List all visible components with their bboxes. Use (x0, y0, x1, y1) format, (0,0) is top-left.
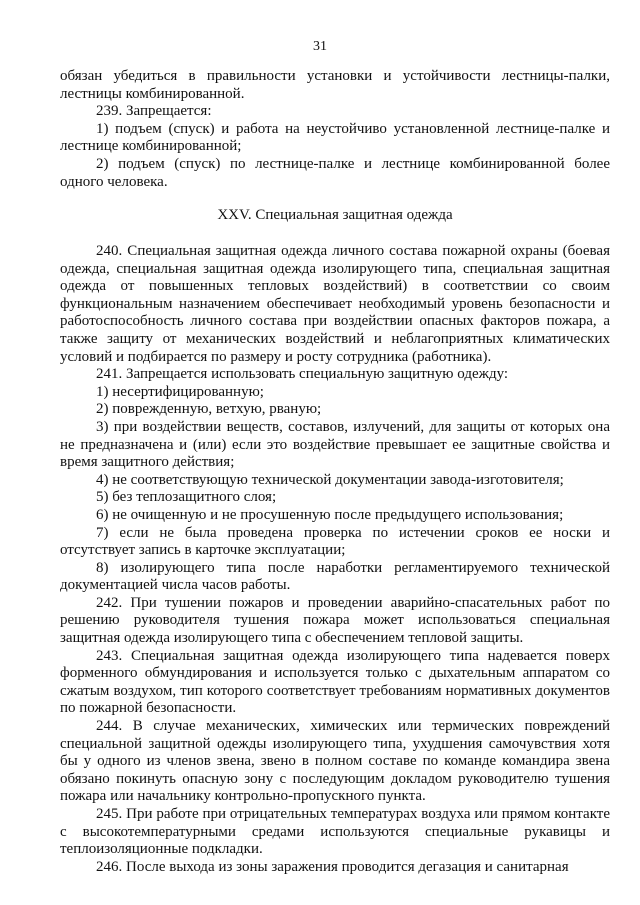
section-heading: XXV. Специальная защитная одежда (217, 207, 453, 223)
list-item-239-2: 2) подъем (спуск) по лестнице-палке и лестнице комбинированной более одного человека. (60, 155, 610, 190)
paragraph-245: 245. При работе при отрицательных температурах воздуха или прямом контакте с высокотемпературными средами используются специальные рукавицы и теплоизоляционные подкладки. (60, 806, 610, 858)
paragraph-241: 241. Запрещается использовать специальную защитную одежду: (96, 366, 509, 383)
list-item-239-1: 1) подъем (спуск) и работа на неустойчиво установленной лестнице-палке и лестнице комбинированной; (60, 120, 610, 155)
page-number: 31 (313, 39, 327, 54)
paragraph-243: 243. Специальная защитная одежда изолирующего типа надевается поверх форменного обмундирования и используется только с дыхательным аппаратом со сжатым воздухом, тип которого соответствует требованиям нормативных документов по пожарной безопасности. (60, 647, 610, 717)
paragraph-continuation: обязан убедиться в правильности установки и устойчивости лестницы-палки, лестницы комбинированной. (60, 68, 610, 102)
main-text-block (60, 243, 610, 876)
list-item-241-5: 5) без теплозащитного слоя; (96, 489, 277, 506)
list-item-241-3: 3) при воздействии веществ, составов, излучений, для защиты от которых она не предназначена и (или) если это воздействие превышает ее защитные свойства и время защитного действия; (60, 418, 610, 471)
top-text-block (60, 68, 610, 191)
paragraph-239: 239. Запрещается: (96, 103, 212, 120)
paragraph-244: 244. В случае механических, химических или термических повреждений специальной защитной одежды изолирующего типа, ухудшения самочувствия хотя бы у одного из членов звена, звено в полном составе по команде командира звена обязано покинуть опасную зону с последующим докладом руководителю тушения пожара или начальнику контрольно-пропускного пункта. (60, 718, 610, 805)
paragraph-242: 242. При тушении пожаров и проведении аварийно-спасательных работ по решению руководителя тушения пожара может использоваться специальная защитная одежда изолирующего типа с обеспечением тепловой защиты. (60, 594, 610, 647)
list-item-241-8: 8) изолирующего типа после наработки регламентируемого технической документацией числа часов работы. (60, 559, 610, 594)
paragraph-246: 246. После выхода из зоны заражения проводится дегазация и санитарная (96, 858, 569, 875)
list-item-241-4: 4) не соответствующую технической документации завода-изготовителя; (96, 471, 564, 488)
list-item-241-1: 1) несертифицированную; (96, 383, 264, 400)
list-item-241-2: 2) поврежденную, ветхую, рваную; (96, 401, 322, 418)
list-item-241-6: 6) не очищенную и не просушенную после предыдущего использования; (96, 506, 564, 523)
list-item-241-7: 7) если не была проведена проверка по истечении сроков ее носки и отсутствует запись в карточке эксплуатации; (60, 524, 610, 559)
paragraph-240: 240. Специальная защитная одежда личного состава пожарной охраны (боевая одежда, специальная защитная одежда изолирующего типа, специальная защитная одежда от повышенных тепловых воздействий) в соответствии со своим функциональным назначением обеспечивает необходимый уровень безопасности и работоспособность личного состава при воздействии опасных факторов пожара, а также защиту от механических воздействий и неблагоприятных климатических условий и подбирается по размеру и росту сотрудника (работника). (60, 243, 610, 365)
